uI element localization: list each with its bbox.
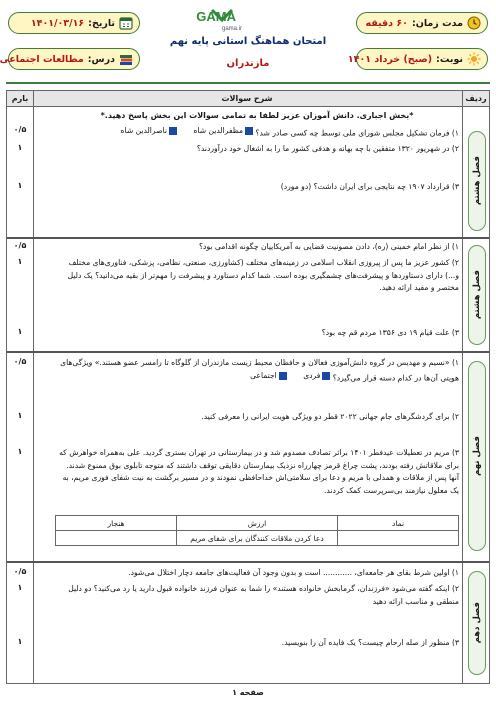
duration-pill [356, 12, 488, 34]
question-score: ۱ [17, 583, 23, 592]
checkbox[interactable] [169, 127, 177, 135]
sun-icon [467, 52, 481, 66]
question-text: ۳) علت قیام ۱۹ دی ۱۳۵۶ مردم قم چه بود؟ [321, 328, 459, 337]
question-text: ۱) از نظر امام خمینی (ره)، دادن مصونیت قضایی به آمریکاییان چگونه اقدامی بود؟ [199, 242, 459, 251]
values-cell-symbol[interactable] [338, 531, 459, 546]
column-divider [33, 91, 34, 683]
question-score: ۱ [17, 181, 23, 190]
page-number: صفحه ۱ [232, 688, 264, 697]
question-text: ۱) فرمان تشکیل مجلس شورای ملی توسط چه کسی صادر شد؟ مظفرالدین شاه ناصرالدین شاه [120, 126, 459, 138]
section-label: فصل نهم [468, 361, 486, 551]
date-value: ۱۴۰۱/۰۳/۱۶ [30, 17, 85, 29]
question-text: ۲) کشور عزیز ما پس از پیروزی انقلاب اسلامی در زمینه‌های مختلف (کشاورزی، صنعتی، نظامی، پزشکی، فناوری‌های مختلف و...) دارای دستاوردها و پیشرفت‌های چشمگیری بوده است. شما کدام دستاورد و پیشرفت را مهم‌تر از بقیه می‌دانید؟ یک دلیل مختصر و مفید ارائه دهید. [67, 258, 459, 292]
answer-option[interactable]: فردی [303, 370, 330, 383]
question-text: ۱) «نسیم و مهدیس در گروه دانش‌آموزی فعالان و حافظان محیط زیست مازندران از گلوگاه تا رامسر عضو هستند.» ویژگی‌های هویتی آن‌ها در کدام دسته قرار می‌گیرد؟ فردی اجتماعی [60, 358, 459, 382]
turn-value: (صبح) خرداد ۱۴۰۱ [347, 53, 433, 65]
question-text: ۳) قرارداد ۱۹۰۷ چه نتایجی برای ایران داشت؟ (دو مورد) [280, 182, 459, 191]
books-icon [119, 52, 133, 66]
column-header-description: شرح سوالات [31, 91, 463, 107]
question-text: ۲) برای گردشگرهای جام جهانی ۲۰۲۲ قطر دو ویژگی هویت ایرانی را معرفی کنید. [201, 412, 459, 421]
question-score: ۰/۵ [13, 241, 27, 250]
checkbox[interactable] [245, 127, 253, 135]
values-header-norm: هنجار [56, 516, 177, 531]
question-text: ۲) اینکه گفته می‌شود «فرزندان، گرمابخش خانواده هستند» را شما به عنوان فرزند خانواده قبول دارید یا رد می‌کنید؟ دو دلیل منطقی و مناسب ارائه دهید [68, 584, 459, 606]
turn-label: نوبت: [436, 53, 463, 65]
subject-value: مطالعات اجتماعی [0, 53, 84, 65]
question-text: ۲) در شهریور ۱۳۲۰ متفقین با چه بهانه و هدفی کشور ما را به اشغال خود درآوردند؟ [196, 144, 459, 153]
subject-label: درس: [87, 53, 115, 65]
checkbox[interactable] [322, 372, 330, 380]
date-pill [8, 12, 140, 34]
values-cell-value: دعا کردن ملاقات کنندگان برای شفای مریم [176, 531, 337, 546]
subject-pill [0, 48, 140, 70]
question-score: ۰/۵ [13, 567, 27, 576]
answer-option[interactable]: ناصرالدین شاه [121, 125, 177, 138]
answer-option[interactable]: مظفرالدین شاه [193, 125, 253, 138]
question-score: ۱ [17, 447, 23, 456]
values-header-value: ارزش [176, 516, 337, 531]
section-label: فصل دهم [468, 571, 486, 675]
values-table-header [56, 516, 459, 531]
questions-table [6, 90, 490, 684]
values-header-symbol: نماد [338, 516, 459, 531]
date-label: تاریخ: [88, 17, 115, 29]
question-score: ۰/۵ [13, 357, 27, 366]
question-text: ۳) منظور از صله ارحام چیست؟ یک فایده آن را بنویسید. [281, 638, 459, 647]
section-divider [7, 561, 489, 563]
column-header-row: ردیف [463, 91, 489, 107]
calendar-icon [119, 16, 133, 30]
logo-subtext: gama.ir [221, 26, 242, 32]
question-score: ۱ [17, 257, 23, 266]
column-divider [462, 91, 463, 683]
question-text: ۳) مریم در تعطیلات عیدفطر ۱۴۰۱ براثر تصادف مصدوم شد و در بیمارستانی در تهران بستری گردید. علی به‌همراه خواهرش که برای ملاقاتش رفته بودند، پشت چراغ قرمز چهارراه نزدیک بیمارستان دقایقی توقف داشتند که متوجه تابلوی بوق ممنوع شدند. آنها پس از ملاقات و همدلی با مریم و دعا برای سلامتی‌اش خداحافظی نمودند و در مسیر برگشت به نیت شفای فوری مریم، به یک معلول نیازمند بی‌سرپرست کمک کردند. [59, 448, 459, 495]
exam-header [0, 4, 490, 84]
exam-page [0, 4, 490, 697]
logo-text: GAMA [196, 9, 236, 24]
question-score: ۱ [17, 143, 23, 152]
section-divider [7, 237, 489, 239]
gama-logo [196, 6, 290, 32]
section-label: فصل هشتم [468, 245, 486, 345]
province-name: مازندران [226, 58, 270, 69]
duration-value: ۶۰ دقیقه [365, 17, 408, 29]
exam-title: امتحان هماهنگ استانی پایه نهم [169, 36, 327, 47]
column-header-score: بارم [7, 91, 33, 107]
clock-icon [467, 16, 481, 30]
question-score: ۰/۵ [13, 125, 27, 134]
section-divider [7, 351, 489, 353]
header-divider [6, 82, 490, 84]
values-cell-norm[interactable] [56, 531, 177, 546]
question-text: ۱) اولین شرط بقای هر جامعه‌ای، ............ است و بدون وجود آن فعالیت‌های جامعه دچار اختلال می‌شود. [128, 568, 459, 577]
question-score: ۱ [17, 327, 23, 336]
question-score: ۱ [17, 411, 23, 420]
duration-label: مدت زمان: [411, 17, 463, 29]
answer-option[interactable]: اجتماعی [250, 370, 287, 383]
values-table-row [56, 531, 459, 546]
values-table [55, 515, 459, 546]
section-intro: *بخش اجباری. دانش آموزان عزیز لطفا به تمامی سوالات این بخش پاسخ دهید.* [100, 111, 414, 120]
checkbox[interactable] [279, 372, 287, 380]
section-label: فصل هشتم [468, 131, 486, 231]
turn-pill [347, 48, 488, 70]
question-score: ۱ [17, 637, 23, 646]
